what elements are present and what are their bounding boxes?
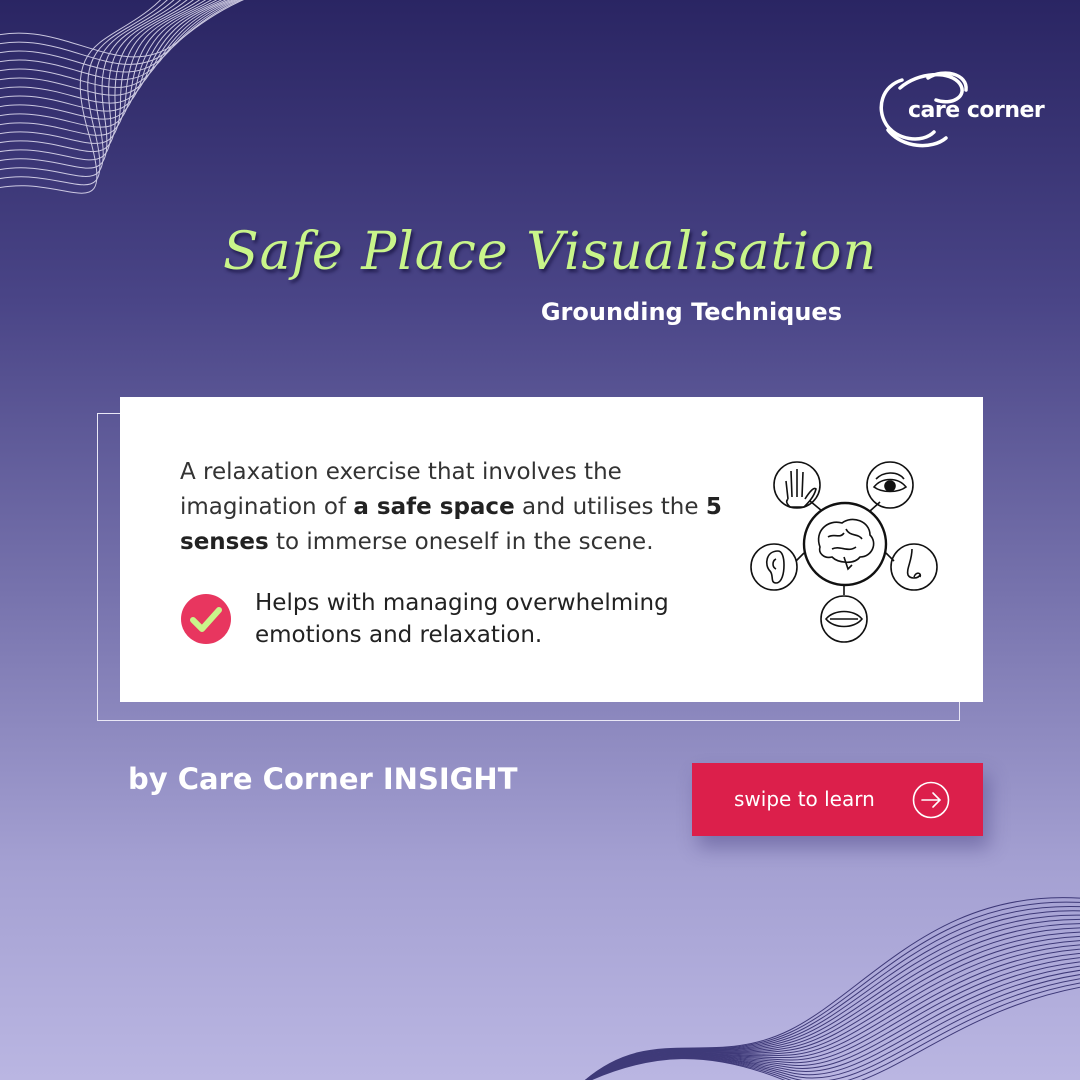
- wave-line: [0, 0, 214, 152]
- wave-line: [580, 952, 1080, 1080]
- ear-icon: [751, 544, 797, 590]
- swipe-to-learn-label: swipe to learn: [734, 787, 875, 811]
- wave-line: [0, 0, 192, 176]
- arrow-right-circle-icon: [912, 781, 950, 819]
- mouth-icon: [821, 596, 867, 642]
- wave-line: [580, 956, 1080, 1080]
- wave-line: [0, 0, 278, 80]
- wave-line: [580, 948, 1080, 1080]
- five-senses-illustration: [748, 457, 944, 645]
- wave-line: [580, 902, 1080, 1080]
- wave-line: [580, 972, 1080, 1080]
- info-card: [120, 397, 983, 702]
- brand-name: care corner: [908, 98, 1045, 123]
- wave-line: [580, 906, 1080, 1080]
- decorative-waves-top: [0, 0, 320, 240]
- wave-line: [580, 936, 1080, 1080]
- wave-line: [580, 940, 1080, 1080]
- wave-line: [0, 0, 206, 160]
- hand-icon: [774, 462, 820, 508]
- wave-line: [580, 960, 1080, 1080]
- wave-line: [580, 928, 1080, 1080]
- wave-line: [580, 932, 1080, 1080]
- wave-line: [0, 0, 250, 111]
- wave-line: [0, 0, 293, 64]
- wave-line: [580, 915, 1080, 1080]
- wave-line: [580, 976, 1080, 1080]
- wave-line: [0, 0, 185, 185]
- description-text: and utilises the: [514, 494, 706, 520]
- wave-line: [0, 0, 178, 193]
- wave-line: [580, 898, 1080, 1080]
- wave-line: [580, 944, 1080, 1080]
- byline: by Care Corner INSIGHT: [128, 762, 518, 796]
- wave-line: [0, 0, 264, 95]
- description-emphasis-safe-space: a safe space: [353, 494, 515, 520]
- wave-line: [580, 919, 1080, 1080]
- wave-line: [0, 0, 271, 87]
- page-title: Safe Place Visualisation: [223, 222, 877, 282]
- wave-line: [0, 0, 235, 127]
- page-subtitle: Grounding Techniques: [540, 298, 842, 326]
- description: [180, 455, 740, 560]
- wave-line: [0, 0, 199, 168]
- description-emphasis-senses: 5 senses: [180, 494, 722, 555]
- wave-line: [0, 0, 300, 57]
- wave-line: [0, 0, 257, 103]
- wave-line: [580, 968, 1080, 1080]
- wave-line: [580, 980, 1080, 1080]
- connector-lines: [796, 501, 894, 595]
- description-text: to immerse oneself in the scene.: [268, 529, 654, 555]
- wave-line: [0, 0, 286, 72]
- benefit-text: Helps with managing overwhelming emotions and relaxation.: [255, 590, 669, 648]
- swipe-to-learn-button[interactable]: [692, 763, 983, 836]
- description-text: A relaxation exercise that involves the imagination of: [180, 459, 622, 520]
- brain-icon: [804, 503, 886, 585]
- decorative-waves-bottom: [560, 870, 1080, 1080]
- nose-icon: [891, 544, 937, 590]
- wave-line: [580, 911, 1080, 1080]
- wave-line: [580, 924, 1080, 1080]
- wave-line: [0, 0, 221, 143]
- wave-line: [0, 0, 242, 119]
- wave-line: [0, 0, 228, 135]
- wave-line: [580, 984, 1080, 1080]
- wave-line: [580, 964, 1080, 1080]
- checkmark-icon: [180, 593, 232, 645]
- eye-icon: [867, 462, 913, 508]
